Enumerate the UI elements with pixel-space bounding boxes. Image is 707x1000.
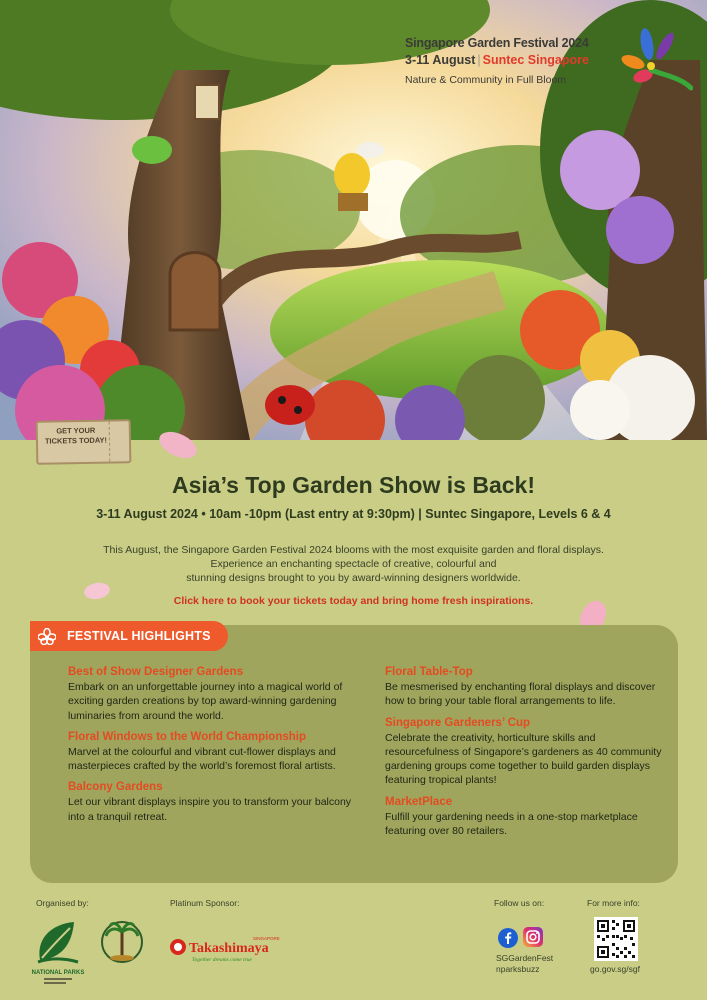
highlight-description: Fulfill your gardening needs in a one-stop marketplace featuring over 80 retailers. bbox=[385, 810, 638, 838]
highlight-title: Floral Windows to the World Championship bbox=[68, 730, 306, 743]
intro-line: This August, the Singapore Garden Festival 2024 blooms with the most exquisite garden and floral displays. bbox=[103, 544, 604, 556]
festival-dates-venue bbox=[405, 53, 589, 67]
takashimaya-badge: SINGAPORE bbox=[253, 936, 280, 941]
facebook-icon[interactable] bbox=[498, 928, 518, 948]
intro-paragraph bbox=[90, 543, 617, 585]
highlight-item bbox=[68, 780, 368, 824]
headline: Asia’s Top Garden Show is Back! bbox=[172, 472, 535, 498]
nparks-logo-text: NATIONAL PARKS bbox=[31, 970, 85, 976]
highlights-heading-tab bbox=[30, 621, 228, 651]
festival-branding bbox=[405, 26, 695, 96]
intro-line: Experience an enchanting spectacle of creative, colourful and bbox=[210, 558, 497, 570]
intro-line: stunning designs brought to you by award-winning designers worldwide. bbox=[186, 572, 521, 584]
festival-title: Singapore Garden Festival 2024 bbox=[405, 36, 589, 50]
more-info-label: For more info: bbox=[587, 898, 640, 908]
highlights-heading: FESTIVAL HIGHLIGHTS bbox=[67, 629, 211, 643]
petal-icon bbox=[155, 428, 201, 462]
takashimaya-logo-icon bbox=[168, 935, 288, 965]
highlights-right-column bbox=[385, 665, 670, 845]
nparks-logo[interactable] bbox=[30, 918, 86, 988]
ticket-stub bbox=[109, 421, 130, 461]
social-handle[interactable]: SGGardenFest bbox=[496, 953, 554, 963]
highlight-item bbox=[385, 665, 670, 709]
festival-tagline: Nature & Community in Full Bloom bbox=[405, 74, 567, 86]
leaf-icon bbox=[30, 918, 86, 988]
highlight-description: Be mesmerised by enchanting floral displays and discover how to bring your table floral arrangements to life. bbox=[385, 681, 656, 708]
event-details: 3-11 August 2024 • 10am -10pm (Last entry at 9:30pm) | Suntec Singapore, Levels 6 & 4 bbox=[96, 507, 611, 521]
highlight-item bbox=[68, 665, 368, 723]
book-tickets-link[interactable]: Click here to book your tickets today and bring home fresh inspirations. bbox=[173, 595, 534, 607]
highlight-description: Let our vibrant displays inspire you to transform your balcony into a tranquil retreat. bbox=[68, 796, 352, 823]
takashimaya-logo[interactable] bbox=[168, 935, 288, 965]
festival-flower-logo-icon bbox=[619, 26, 693, 96]
highlight-title: Best of Show Designer Gardens bbox=[68, 666, 244, 678]
highlight-item bbox=[385, 795, 670, 839]
highlight-title: MarketPlace bbox=[385, 795, 453, 808]
highlight-description: Celebrate the creativity, horticulture skills and resourcefulness of Singapore’s gardeners as 40 community gardening groups come together to build garden displays featuring tropical plants! bbox=[385, 731, 662, 787]
highlights-left-column bbox=[68, 665, 368, 831]
get-tickets-button[interactable] bbox=[36, 419, 132, 465]
flower-icon bbox=[38, 628, 56, 645]
hero-illustration bbox=[0, 0, 707, 440]
highlight-description: Embark on an unforgettable journey into a magical world of exciting garden creations by top award-winning gardening luminaries from around the world. bbox=[68, 681, 343, 722]
platinum-sponsor-label: Platinum Sponsor: bbox=[170, 898, 240, 908]
garden-city-emblem bbox=[100, 918, 144, 974]
separator: | bbox=[477, 53, 481, 67]
qr-code-icon[interactable] bbox=[594, 917, 638, 961]
festival-venue: Suntec Singapore bbox=[482, 53, 589, 67]
festival-dates: 3-11 August bbox=[405, 53, 476, 67]
highlight-title: Floral Table-Top bbox=[385, 666, 473, 678]
social-handle[interactable]: nparksbuzz bbox=[496, 964, 540, 974]
organised-by-label: Organised by: bbox=[36, 898, 89, 908]
palm-tree-icon bbox=[100, 918, 144, 974]
highlight-item bbox=[68, 730, 368, 774]
instagram-icon[interactable] bbox=[523, 927, 543, 947]
get-tickets-label: GET YOUR TICKETS TODAY! bbox=[44, 425, 108, 446]
more-info-url[interactable]: go.gov.sg/sgf bbox=[590, 964, 640, 974]
highlight-item bbox=[385, 716, 670, 788]
highlight-title: Balcony Gardens bbox=[68, 781, 163, 794]
follow-us-label: Follow us on: bbox=[494, 898, 545, 908]
social-handles bbox=[496, 953, 553, 975]
highlight-title: Singapore Gardeners’ Cup bbox=[385, 716, 531, 729]
highlight-description: Marvel at the colourful and vibrant cut-flower displays and masterpieces crafted by the world’s foremost floral artists. bbox=[68, 745, 336, 773]
takashimaya-wordmark: Takashimaya bbox=[189, 941, 269, 956]
takashimaya-tagline: Together dreams come true bbox=[192, 957, 252, 963]
